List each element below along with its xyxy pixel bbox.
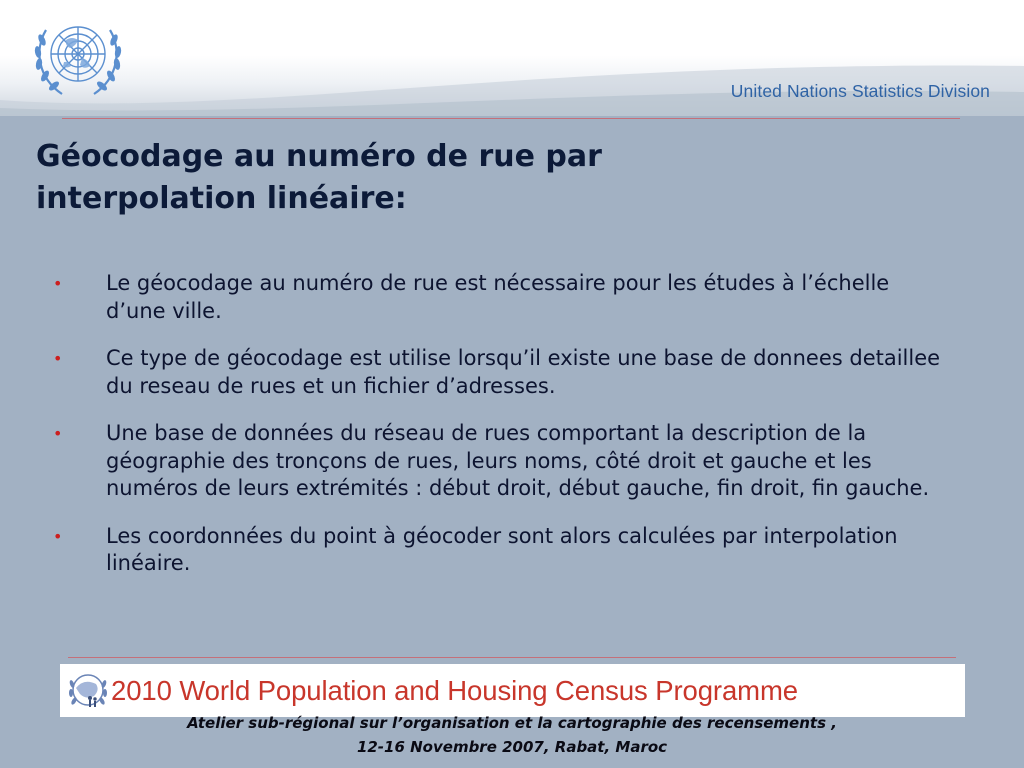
bottom-divider [68, 657, 956, 658]
bullet-icon: • [53, 424, 63, 443]
bullet-text: Les coordonnées du point à géocoder sont alors calculées par interpolation linéaire. [106, 523, 898, 575]
bullet-item [0, 270, 951, 325]
organization-name: United Nations Statistics Division [730, 81, 990, 101]
bullet-icon: • [53, 349, 63, 368]
bullet-text: Une base de données du réseau de rues comportant la description de la géographie des tronçons de rues, leurs noms, côté droit et gauche et les numéros de leurs extrémités : début droit, début gauche, fin droit, fin gauche. [106, 421, 930, 500]
bullet-list [0, 270, 1024, 598]
census-programme-title: 2010 World Population and Housing Census Programme [111, 675, 798, 706]
bullet-icon: • [53, 526, 63, 546]
bullet-text: Le géocodage au numéro de rue est nécessaire pour les études à l’échelle d’une ville. [106, 271, 890, 323]
slide-title: Géocodage au numéro de rue par interpolation linéaire: [36, 139, 602, 216]
census-programme-banner [60, 664, 965, 717]
footer-workshop-dates: 12-16 Novembre 2007, Rabat, Maroc [356, 738, 668, 756]
slide-header [0, 0, 1024, 116]
un-emblem-icon [26, 10, 130, 106]
bullet-item [0, 345, 951, 400]
bullet-item [0, 523, 951, 578]
bullet-item [0, 420, 951, 503]
bullet-text: Ce type de géocodage est utilise lorsqu’il existe une base de donnees detaillee du reseau de rues et un fichier d’adresses. [106, 346, 941, 398]
census-programme-logo-icon [66, 668, 110, 712]
footer-workshop-title: Atelier sub-régional sur l’organisation et la cartographie des recensements , [187, 714, 837, 732]
top-divider [62, 118, 960, 119]
bullet-icon: • [53, 274, 63, 293]
